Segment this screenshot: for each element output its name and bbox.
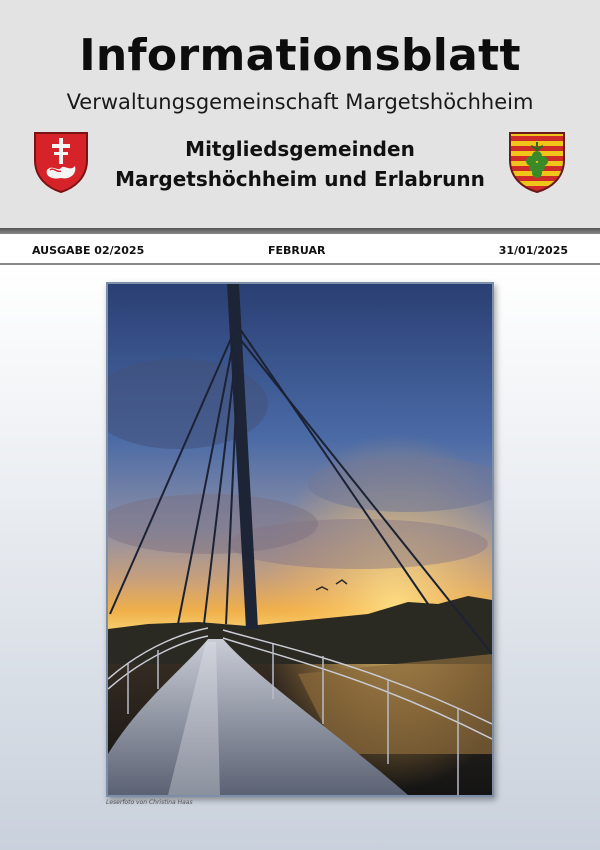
cover-photo [106, 282, 494, 797]
issue-bar [20, 244, 580, 260]
issue-date: 31/01/2025 [498, 244, 568, 257]
issue-month: FEBRUAR [268, 244, 326, 257]
photo-caption: Leserfoto von Christina Haas [106, 799, 193, 806]
issue-divider [0, 263, 600, 265]
member-municipalities [100, 134, 500, 194]
publication-title: Informationsblatt [79, 30, 521, 81]
masthead [0, 0, 600, 228]
issue-number: AUSGABE 02/2025 [32, 244, 145, 257]
members-names: Margetshöchheim und Erlabrunn [115, 167, 485, 191]
publication-subtitle: Verwaltungsgemeinschaft Margetshöchheim [66, 90, 534, 114]
erlabrunn-coat-of-arms-icon [507, 130, 567, 194]
members-heading: Mitgliedsgemeinden [185, 137, 415, 161]
bridge-sunset-illustration [108, 284, 492, 795]
masthead-divider [0, 228, 600, 234]
margetshoechheim-coat-of-arms-icon [32, 130, 90, 194]
